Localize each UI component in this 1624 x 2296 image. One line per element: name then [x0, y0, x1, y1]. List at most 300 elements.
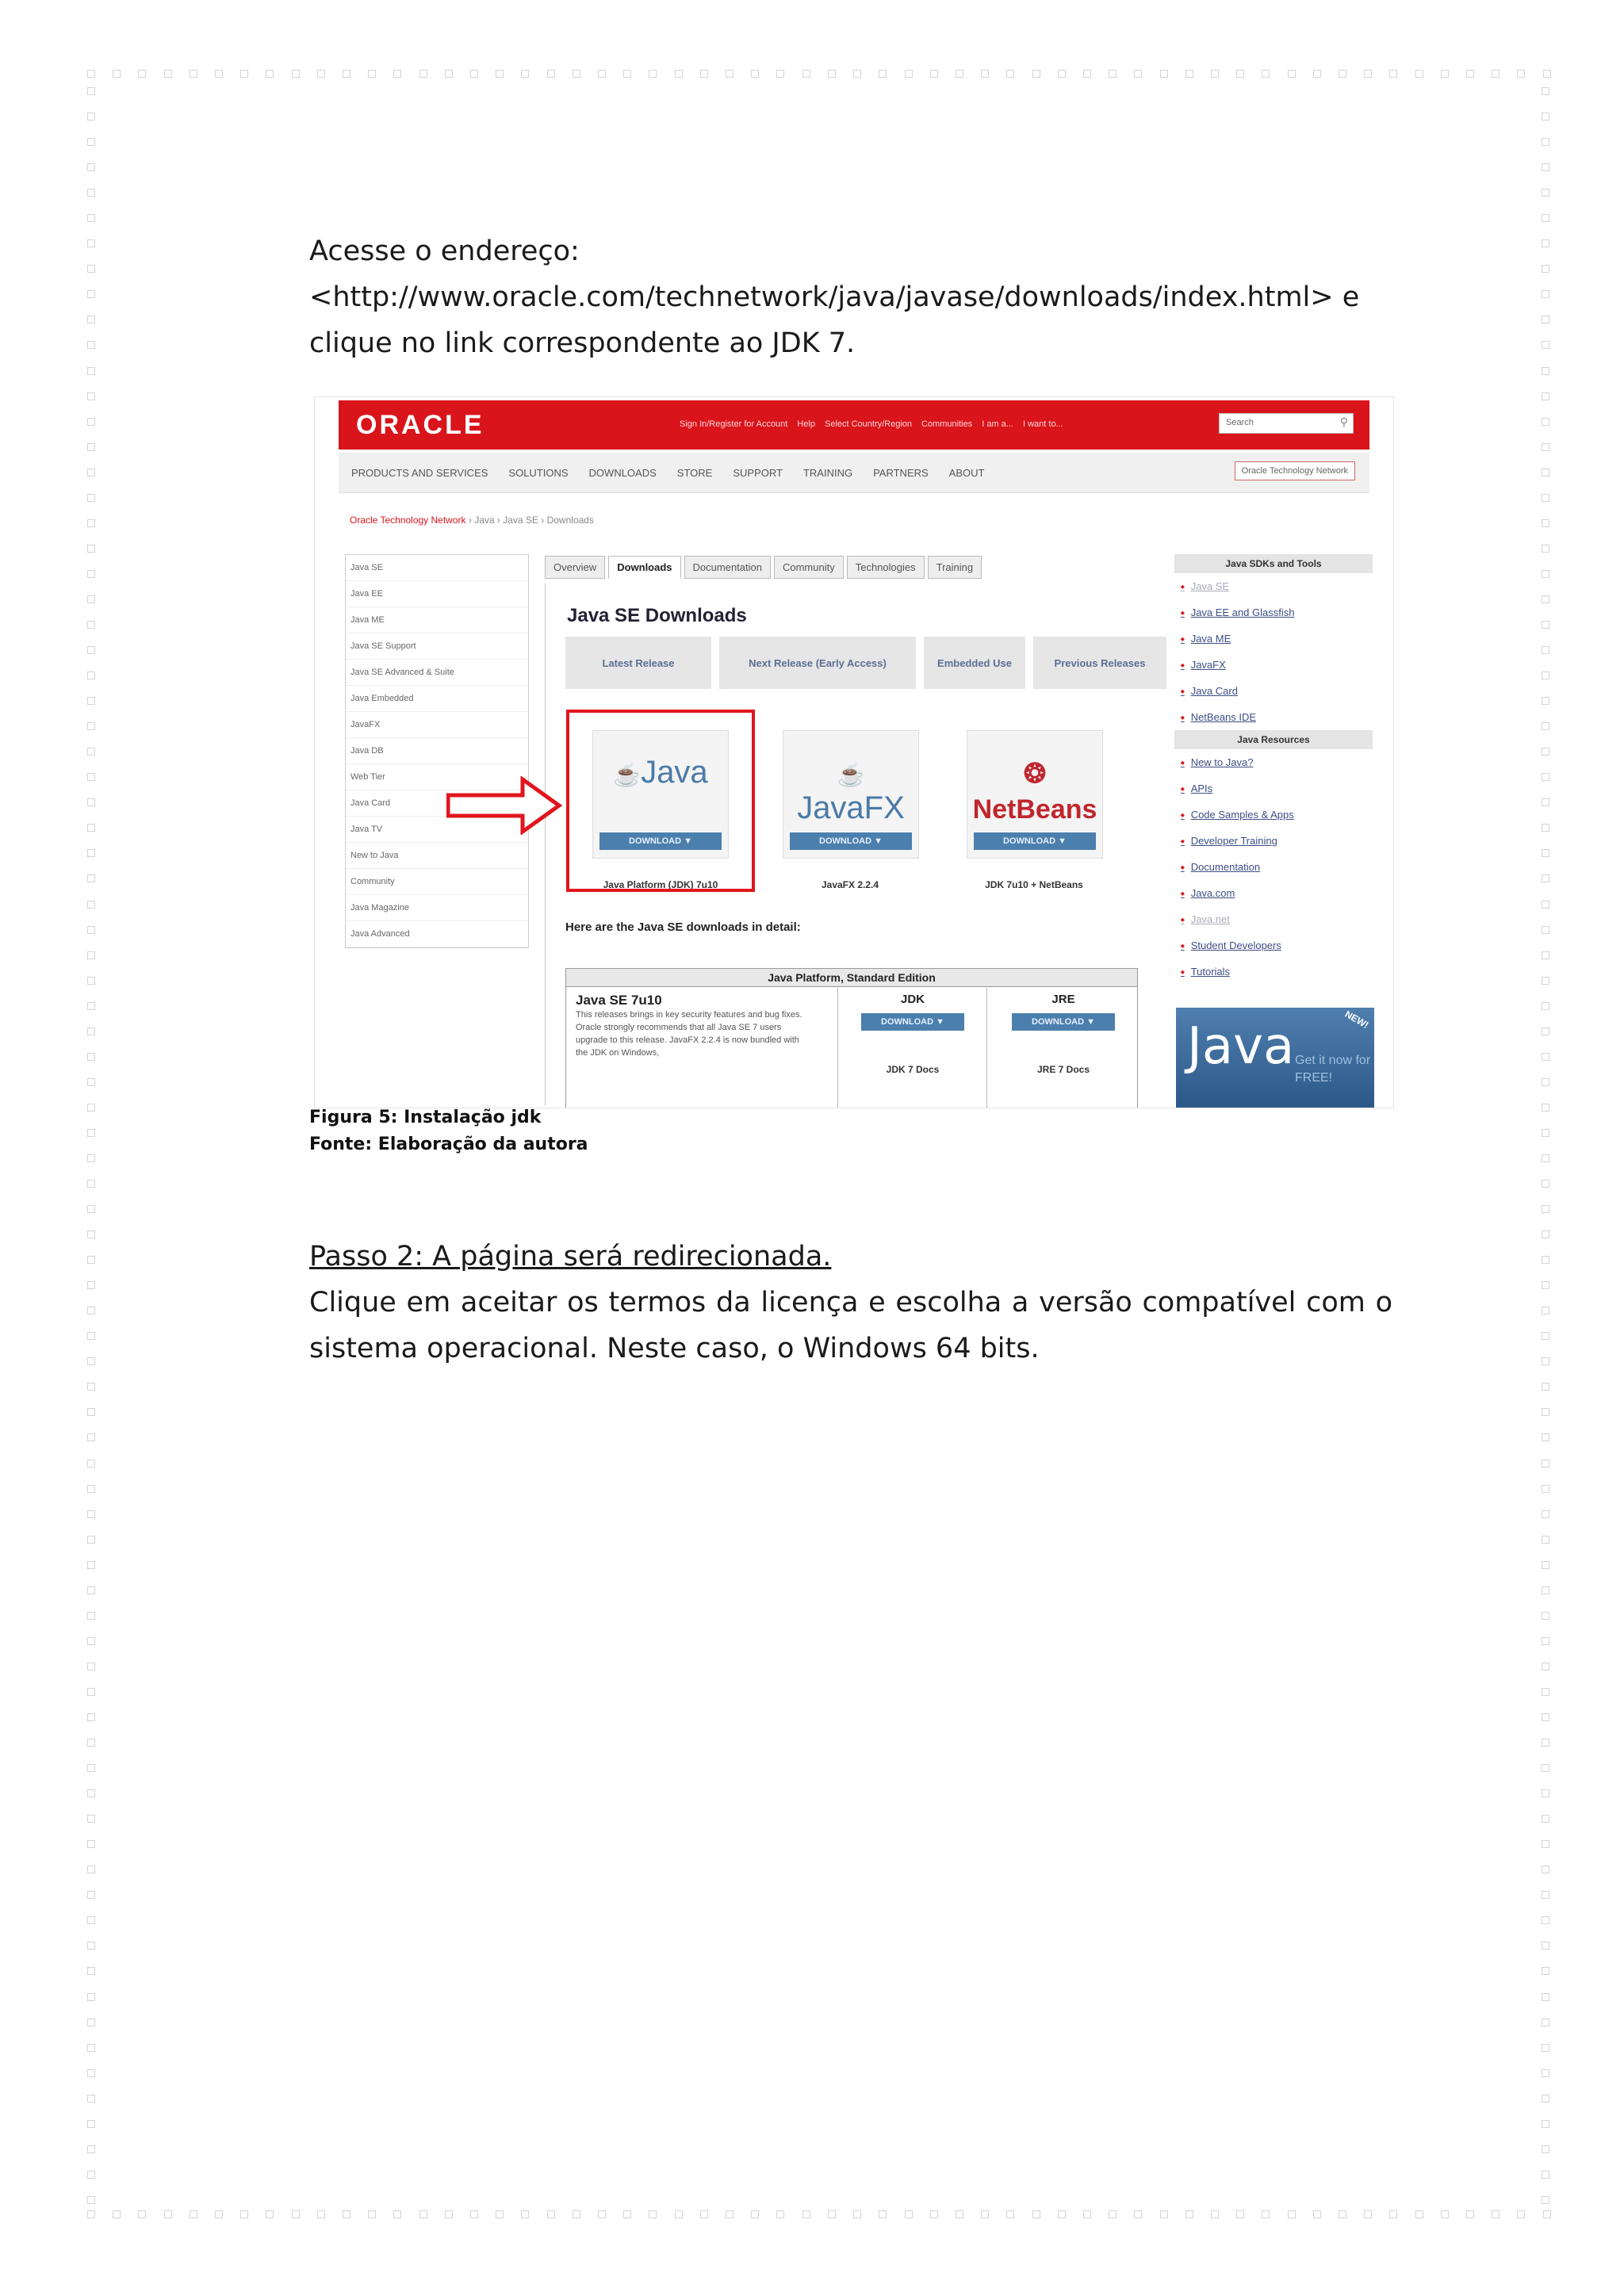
- border-dot: [87, 1129, 95, 1137]
- border-dot: [1058, 70, 1066, 78]
- latest-release-button[interactable]: Latest Release: [565, 637, 711, 689]
- left-nav-item[interactable]: New to Java: [346, 843, 528, 869]
- sdk-link[interactable]: ⬩ JavaFX: [1181, 659, 1226, 671]
- resource-link[interactable]: ⬩ Tutorials: [1181, 966, 1231, 978]
- border-dot: [1542, 316, 1549, 323]
- bullet-icon: ⬩: [1181, 939, 1185, 951]
- border-dot: [1542, 1357, 1549, 1365]
- detail-heading: Here are the Java SE downloads in detail:: [565, 920, 801, 934]
- border-dot: [598, 70, 606, 78]
- border-dot: [445, 2210, 453, 2218]
- left-nav-item[interactable]: Community: [346, 869, 528, 895]
- otn-button[interactable]: Oracle Technology Network: [1235, 461, 1355, 480]
- border-dot: [1517, 2210, 1525, 2218]
- column-divider: [986, 988, 987, 1108]
- border-dot: [1542, 1916, 1549, 1924]
- left-nav-item[interactable]: Java Card: [346, 790, 528, 817]
- figure-source: Fonte: Elaboração da autora: [309, 1135, 588, 1154]
- border-dot: [1542, 1561, 1549, 1569]
- tab-documentation[interactable]: Documentation: [684, 556, 771, 579]
- border-dot: [470, 70, 478, 78]
- border-dot: [1542, 1078, 1549, 1086]
- border-dot: [87, 1256, 95, 1264]
- resource-link[interactable]: ⬩ Java.com: [1181, 887, 1235, 899]
- resource-link[interactable]: ⬩ New to Java?: [1181, 756, 1254, 768]
- border-dot: [879, 2210, 887, 2218]
- border-dot: [87, 621, 95, 629]
- left-nav-item[interactable]: Java SE: [346, 555, 528, 581]
- highlight-box: [566, 710, 755, 892]
- left-nav-item[interactable]: Java TV: [346, 817, 528, 843]
- border-dot: [292, 70, 300, 78]
- border-dot: [87, 874, 95, 882]
- border-dot: [87, 1916, 95, 1924]
- border-dot: [649, 70, 657, 78]
- border-dot: [1160, 2210, 1168, 2218]
- border-dot: [87, 1053, 95, 1061]
- border-dot: [1542, 1307, 1549, 1314]
- border-dot: [1083, 2210, 1091, 2218]
- border-dot: [1542, 2095, 1549, 2103]
- sdk-link[interactable]: ⬩ Java Card: [1181, 685, 1238, 697]
- border-dot: [1006, 2210, 1014, 2218]
- top-link[interactable]: Communities: [921, 419, 973, 429]
- tab-training[interactable]: Training: [928, 556, 982, 579]
- border-dot: [1262, 2210, 1270, 2218]
- left-nav-item[interactable]: Java EE: [346, 581, 528, 607]
- sdk-link[interactable]: ⬩ Java SE: [1181, 580, 1230, 592]
- tab-overview[interactable]: Overview: [545, 556, 605, 579]
- resource-link[interactable]: ⬩ Developer Training: [1181, 835, 1277, 847]
- page-border-right: [1542, 87, 1553, 2204]
- left-nav-item[interactable]: Java ME: [346, 607, 528, 633]
- border-dot: [1542, 163, 1549, 171]
- breadcrumb-item[interactable]: Java SE: [503, 515, 538, 526]
- border-dot: [956, 70, 963, 78]
- border-dot: [623, 70, 631, 78]
- border-dot: [828, 2210, 836, 2218]
- border-dot: [87, 849, 95, 857]
- border-dot: [1542, 214, 1549, 222]
- border-dot: [981, 2210, 989, 2218]
- product-netbeans[interactable]: [967, 730, 1103, 859]
- border-dot: [240, 2210, 248, 2218]
- border-dot: [1542, 570, 1549, 578]
- product-label-java: Java Platform (JDK) 7u10: [603, 879, 718, 890]
- page-border-bottom: [87, 2210, 1551, 2221]
- border-dot: [138, 70, 146, 78]
- sdk-tools-heading: Java SDKs and Tools: [1174, 554, 1373, 573]
- left-nav-item[interactable]: Java Embedded: [346, 686, 528, 712]
- border-dot: [87, 392, 95, 400]
- nav-solutions[interactable]: SOLUTIONS: [508, 467, 569, 479]
- java-magazine-ad[interactable]: [1176, 1008, 1374, 1108]
- border-dot: [87, 722, 95, 730]
- border-dot: [87, 1281, 95, 1289]
- section-title: Java SE Downloads: [567, 605, 747, 626]
- border-dot: [1542, 1840, 1549, 1848]
- border-dot: [700, 2210, 708, 2218]
- border-dot: [1542, 1764, 1549, 1772]
- oracle-screenshot-figure: [314, 396, 1394, 1108]
- border-dot: [1542, 1460, 1549, 1468]
- border-dot: [496, 70, 504, 78]
- border-dot: [1542, 1739, 1549, 1747]
- border-dot: [87, 418, 95, 426]
- border-dot: [1058, 2210, 1066, 2218]
- border-dot: [87, 1510, 95, 1518]
- resource-link[interactable]: ⬩ APIs: [1181, 783, 1213, 794]
- border-dot: [87, 1612, 95, 1620]
- border-dot: [1466, 2210, 1474, 2218]
- border-dot: [1542, 1154, 1549, 1162]
- border-dot: [981, 70, 989, 78]
- intro-line-3: clique no link correspondente ao JDK 7.: [309, 327, 856, 359]
- tab-downloads[interactable]: Downloads: [608, 556, 680, 579]
- border-dot: [87, 1357, 95, 1365]
- border-dot: [87, 443, 95, 451]
- bullet-icon: ⬩: [1181, 756, 1185, 768]
- nav-training[interactable]: TRAINING: [802, 467, 853, 479]
- left-nav: [345, 554, 529, 948]
- border-dot: [1542, 2019, 1549, 2026]
- java-download-button[interactable]: DOWNLOAD ▼: [599, 832, 722, 850]
- border-dot: [87, 1433, 95, 1441]
- intro-url-line: <http://www.oracle.com/technetwork/java/javase/downloads/index.html> e: [309, 281, 1360, 313]
- border-dot: [1542, 1993, 1549, 2001]
- nav-downloads[interactable]: DOWNLOADS: [588, 467, 657, 479]
- border-dot: [1542, 1230, 1549, 1238]
- border-dot: [87, 697, 95, 705]
- border-dot: [87, 951, 95, 959]
- border-dot: [266, 70, 274, 78]
- border-dot: [1542, 341, 1549, 349]
- java-ad-logo: Java: [1187, 1017, 1295, 1076]
- previous-releases-button[interactable]: Previous Releases: [1033, 637, 1166, 689]
- border-dot: [87, 1460, 95, 1468]
- border-dot: [1542, 672, 1549, 679]
- border-dot: [87, 113, 95, 121]
- border-dot: [1542, 1256, 1549, 1264]
- bullet-icon: ⬩: [1181, 887, 1185, 899]
- border-dot: [751, 70, 759, 78]
- border-dot: [317, 2210, 325, 2218]
- top-link[interactable]: Help: [797, 419, 815, 429]
- tab-bar: [545, 556, 982, 579]
- border-dot: [1542, 926, 1549, 934]
- left-nav-item[interactable]: Java Advanced: [346, 921, 528, 947]
- border-dot: [87, 1485, 95, 1493]
- sdk-link[interactable]: ⬩ Java EE and Glassfish: [1181, 607, 1295, 618]
- border-dot: [1134, 2210, 1142, 2218]
- border-dot: [1160, 70, 1168, 78]
- border-dot: [1542, 1789, 1549, 1797]
- oracle-header-bar: [339, 400, 1369, 450]
- border-dot: [87, 646, 95, 654]
- nav-support[interactable]: SUPPORT: [733, 467, 783, 479]
- border-dot: [87, 2019, 95, 2026]
- border-dot: [1389, 2210, 1397, 2218]
- border-dot: [87, 2210, 95, 2218]
- border-dot: [1543, 2210, 1551, 2218]
- border-dot: [87, 1739, 95, 1747]
- border-dot: [419, 70, 427, 78]
- top-link[interactable]: I want to...: [1022, 419, 1063, 429]
- border-dot: [317, 70, 325, 78]
- border-dot: [368, 2210, 376, 2218]
- embedded-use-button[interactable]: Embedded Use: [924, 637, 1025, 689]
- border-dot: [1542, 773, 1549, 781]
- border-dot: [1542, 722, 1549, 730]
- border-dot: [87, 1815, 95, 1823]
- border-dot: [87, 239, 95, 247]
- border-dot: [1542, 189, 1549, 197]
- left-nav-item[interactable]: Web Tier: [346, 764, 528, 790]
- border-dot: [776, 70, 784, 78]
- border-dot: [1542, 367, 1549, 375]
- border-dot: [87, 798, 95, 806]
- java-ad-cta: Get it now for FREE!: [1295, 1054, 1371, 1085]
- border-dot: [1542, 138, 1549, 146]
- border-dot: [240, 70, 248, 78]
- border-dot: [87, 189, 95, 197]
- border-dot: [87, 977, 95, 985]
- resource-link[interactable]: ⬩ Java.net: [1181, 913, 1230, 925]
- oracle-top-links: [680, 419, 1063, 429]
- border-dot: [1466, 70, 1474, 78]
- step2-paragraph: Clique em aceitar os termos da licença e escolha a versão compatível com o sistema operacional. Neste caso, o Windows 64 bits.: [309, 1287, 1392, 1364]
- javafx-cup-icon: ☕: [837, 763, 865, 787]
- jre-header: JRE: [1051, 993, 1075, 1006]
- border-dot: [1542, 392, 1549, 400]
- oracle-main-nav: [339, 453, 1369, 493]
- border-dot: [87, 901, 95, 909]
- border-dot: [853, 2210, 861, 2218]
- border-dot: [1517, 70, 1525, 78]
- resource-link[interactable]: ⬩ Documentation: [1181, 861, 1261, 873]
- border-dot: [215, 70, 223, 78]
- border-dot: [853, 70, 861, 78]
- border-dot: [87, 1967, 95, 1975]
- border-dot: [1542, 1433, 1549, 1441]
- border-dot: [1288, 2210, 1296, 2218]
- border-dot: [87, 290, 95, 298]
- border-dot: [1542, 1637, 1549, 1645]
- border-dot: [1542, 1815, 1549, 1823]
- tab-community[interactable]: Community: [774, 556, 844, 579]
- top-link[interactable]: Select Country/Region: [824, 419, 913, 429]
- border-dot: [1542, 1866, 1549, 1873]
- border-dot: [470, 2210, 478, 2218]
- top-link[interactable]: I am a...: [982, 419, 1013, 429]
- javafx-download-button[interactable]: DOWNLOAD ▼: [790, 832, 912, 850]
- border-dot: [700, 70, 708, 78]
- breadcrumb: Oracle Technology Network › Java › Java SE › Downloads: [350, 515, 594, 526]
- resources-heading: Java Resources: [1174, 730, 1373, 749]
- product-label-netbeans: JDK 7u10 + NetBeans: [985, 879, 1083, 890]
- top-link[interactable]: Sign In/Register for Account: [680, 419, 788, 429]
- border-dot: [521, 70, 529, 78]
- border-dot: [1542, 1180, 1549, 1188]
- search-placeholder: Search: [1226, 418, 1254, 427]
- border-dot: [1542, 824, 1549, 832]
- border-dot: [87, 1078, 95, 1086]
- sdk-link[interactable]: ⬩ NetBeans IDE: [1181, 711, 1257, 723]
- sdk-link[interactable]: ⬩ Java ME: [1181, 633, 1231, 645]
- border-dot: [1542, 1891, 1549, 1899]
- border-dot: [751, 2210, 759, 2218]
- bullet-icon: ⬩: [1181, 966, 1185, 978]
- left-nav-item[interactable]: Java Magazine: [346, 895, 528, 921]
- border-dot: [956, 2210, 963, 2218]
- nav-about[interactable]: ABOUT: [948, 467, 985, 479]
- jdk-docs-link[interactable]: JDK 7 Docs: [886, 1064, 940, 1075]
- search-icon[interactable]: ⚲: [1339, 415, 1348, 428]
- nav-store[interactable]: STORE: [676, 467, 713, 479]
- border-dot: [87, 214, 95, 222]
- border-dot: [1542, 798, 1549, 806]
- border-dot: [1542, 1383, 1549, 1391]
- jdk-download-button[interactable]: DOWNLOAD ▼: [861, 1013, 964, 1031]
- border-dot: [1313, 70, 1321, 78]
- netbeans-cube-icon: ❂: [1023, 759, 1047, 789]
- tab-technologies[interactable]: Technologies: [847, 556, 925, 579]
- border-dot: [1542, 1586, 1549, 1594]
- border-dot: [87, 672, 95, 679]
- product-label-javafx: JavaFX 2.2.4: [821, 879, 879, 890]
- border-dot: [1542, 2069, 1549, 2077]
- product-javafx[interactable]: [783, 730, 919, 859]
- border-dot: [393, 70, 401, 78]
- border-dot: [1185, 2210, 1193, 2218]
- border-dot: [1211, 70, 1219, 78]
- border-dot: [164, 70, 172, 78]
- border-dot: [623, 2210, 631, 2218]
- border-dot: [726, 2210, 733, 2218]
- border-dot: [1542, 595, 1549, 603]
- left-nav-item[interactable]: Java SE Advanced & Suite: [346, 660, 528, 686]
- border-dot: [87, 1408, 95, 1416]
- border-dot: [879, 70, 887, 78]
- border-dot: [1542, 1663, 1549, 1670]
- next-release-button[interactable]: Next Release (Early Access): [719, 637, 916, 689]
- border-dot: [1134, 70, 1142, 78]
- border-dot: [1236, 70, 1244, 78]
- border-dot: [1083, 70, 1091, 78]
- border-dot: [87, 1002, 95, 1010]
- border-dot: [343, 2210, 350, 2218]
- intro-paragraph: [309, 228, 1392, 366]
- border-dot: [598, 2210, 606, 2218]
- border-dot: [87, 2196, 95, 2204]
- border-dot: [547, 70, 555, 78]
- border-dot: [87, 1383, 95, 1391]
- border-dot: [1542, 697, 1549, 705]
- nav-products[interactable]: PRODUCTS AND SERVICES: [351, 467, 488, 479]
- red-arrow-icon: [446, 776, 562, 835]
- breadcrumb-item[interactable]: Java: [474, 515, 495, 526]
- border-dot: [87, 1536, 95, 1544]
- jre-download-button[interactable]: DOWNLOAD ▼: [1012, 1013, 1115, 1031]
- bullet-icon: ⬩: [1181, 633, 1185, 645]
- border-dot: [87, 494, 95, 502]
- page-border-top: [87, 70, 1551, 81]
- border-dot: [164, 2210, 172, 2218]
- border-dot: [649, 2210, 657, 2218]
- border-dot: [1542, 290, 1549, 298]
- border-dot: [1542, 1281, 1549, 1289]
- resource-link[interactable]: ⬩ Code Samples & Apps: [1181, 809, 1294, 821]
- netbeans-download-button[interactable]: DOWNLOAD ▼: [974, 832, 1096, 850]
- border-dot: [87, 2171, 95, 2179]
- border-dot: [1542, 1612, 1549, 1620]
- border-dot: [87, 1637, 95, 1645]
- left-nav-item[interactable]: Java DB: [346, 738, 528, 764]
- border-dot: [87, 2120, 95, 2128]
- release-buttons: [565, 637, 1166, 689]
- border-dot: [1109, 2210, 1116, 2218]
- bullet-icon: ⬩: [1181, 607, 1185, 618]
- border-dot: [138, 2210, 146, 2218]
- bullet-icon: ⬩: [1181, 711, 1185, 723]
- border-dot: [87, 1688, 95, 1696]
- border-dot: [1542, 1536, 1549, 1544]
- border-dot: [675, 70, 683, 78]
- border-dot: [1542, 1688, 1549, 1696]
- border-dot: [87, 773, 95, 781]
- jre-docs-link[interactable]: JRE 7 Docs: [1036, 1064, 1090, 1075]
- border-dot: [1415, 70, 1423, 78]
- left-nav-item[interactable]: JavaFX: [346, 712, 528, 738]
- border-dot: [343, 70, 350, 78]
- border-dot: [1542, 849, 1549, 857]
- search-input[interactable]: [1219, 413, 1354, 434]
- resource-link[interactable]: ⬩ Student Developers: [1181, 939, 1281, 951]
- border-dot: [1441, 70, 1449, 78]
- border-dot: [905, 70, 913, 78]
- border-dot: [802, 70, 810, 78]
- border-dot: [1032, 70, 1040, 78]
- page-border-left: [87, 87, 98, 2204]
- border-dot: [1262, 70, 1270, 78]
- column-divider: [837, 988, 838, 1108]
- nav-partners[interactable]: PARTNERS: [873, 467, 929, 479]
- border-dot: [87, 926, 95, 934]
- border-dot: [87, 2095, 95, 2103]
- border-dot: [1006, 70, 1014, 78]
- border-dot: [828, 70, 836, 78]
- border-dot: [87, 316, 95, 323]
- border-dot: [87, 748, 95, 756]
- border-dot: [930, 2210, 938, 2218]
- border-dot: [292, 2210, 300, 2218]
- border-dot: [87, 1942, 95, 1950]
- border-dot: [1542, 2145, 1549, 2153]
- bullet-icon: ⬩: [1181, 913, 1185, 925]
- border-dot: [726, 70, 733, 78]
- border-dot: [419, 2210, 427, 2218]
- border-dot: [1542, 1408, 1549, 1416]
- breadcrumb-item: Downloads: [546, 515, 594, 526]
- border-dot: [1542, 494, 1549, 502]
- border-dot: [87, 1180, 95, 1188]
- border-dot: [1542, 443, 1549, 451]
- breadcrumb-item[interactable]: Oracle Technology Network: [350, 515, 466, 526]
- left-nav-item[interactable]: Java SE Support: [346, 633, 528, 660]
- bullet-icon: ⬩: [1181, 835, 1185, 847]
- border-dot: [1542, 1053, 1549, 1061]
- border-dot: [1542, 621, 1549, 629]
